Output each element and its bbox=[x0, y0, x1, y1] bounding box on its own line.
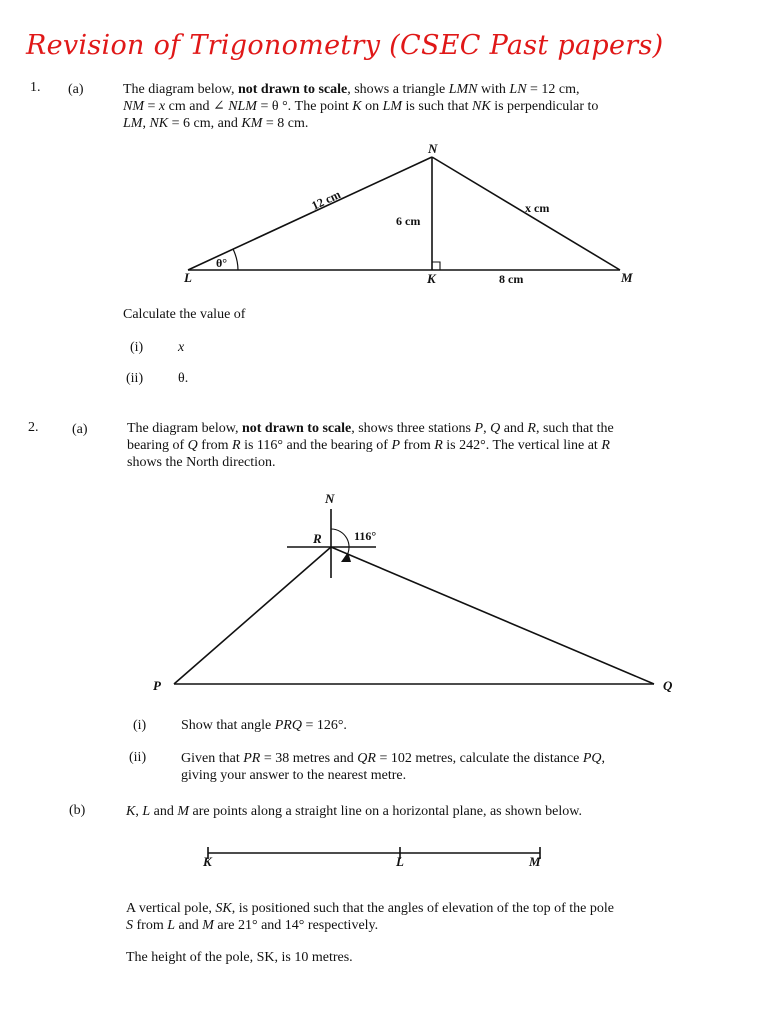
angle-theta-label: θ° bbox=[216, 256, 228, 270]
measure-km: 8 cm bbox=[499, 272, 524, 286]
station-q-label: Q bbox=[663, 678, 673, 693]
station-r-label: R bbox=[313, 531, 322, 546]
bearing-angle-label: 116° bbox=[354, 529, 377, 543]
vertex-m-label: M bbox=[621, 270, 633, 285]
question-2-part-a: (a) bbox=[72, 422, 88, 437]
vertex-k-label: K bbox=[427, 271, 436, 286]
question-1-intro: The diagram below, not drawn to scale, shows a triangle LMN with LN = 12 cm, NM = x cm and ∠ NLM = θ °. The point K on LM is such that NK is perpendicular to LM, NK = 6 cm, and KM = 8 cm. bbox=[123, 82, 599, 131]
measure-nm: x cm bbox=[525, 201, 550, 215]
question-1-part-a: (a) bbox=[68, 82, 84, 97]
q1-sub-i-number: (i) bbox=[130, 340, 144, 355]
question-2b-intro: K, L and M are points along a straight line on a horizontal plane, as shown below. bbox=[126, 804, 582, 819]
measure-ln: 12 cm bbox=[309, 187, 343, 213]
vertex-l-label: L bbox=[184, 270, 192, 285]
q2-sub-i-number: (i) bbox=[133, 718, 147, 733]
question-2-part-b: (b) bbox=[69, 803, 86, 818]
question-1-number: 1. bbox=[30, 80, 41, 95]
point-k-label: K bbox=[203, 854, 212, 869]
page-title: Revision of Trigonometry (CSEC Past papers) bbox=[26, 30, 664, 61]
measure-nk: 6 cm bbox=[396, 214, 421, 228]
q1-sub-ii-number: (ii) bbox=[126, 371, 144, 386]
pole-description: A vertical pole, SK, is positioned such that the angles of elevation of the top of the pole S from L and M are 21° and 14° respectively. bbox=[126, 901, 614, 933]
q2-sub-ii-number: (ii) bbox=[129, 750, 147, 765]
q2-sub-i-text: Show that angle PRQ = 126°. bbox=[181, 718, 347, 733]
question-2-number: 2. bbox=[28, 420, 39, 435]
vertex-n-label: N bbox=[428, 141, 438, 156]
q2-sub-ii-text: Given that PR = 38 metres and QR = 102 metres, calculate the distance PQ, giving your answer to the nearest metre. bbox=[181, 751, 606, 783]
point-m-label: M bbox=[529, 854, 541, 869]
station-p-label: P bbox=[153, 678, 161, 693]
point-l-label: L bbox=[396, 854, 404, 869]
station-n-label: N bbox=[325, 491, 335, 506]
question-2-intro: The diagram below, not drawn to scale, shows three stations P, Q and R, such that the bearing of Q from R is 116° and the bearing of P from R is 242°. The vertical line at R shows the North direction. bbox=[127, 421, 614, 470]
pole-height-text: The height of the pole, SK, is 10 metres. bbox=[126, 950, 353, 965]
q1-sub-i-text: x bbox=[178, 340, 185, 355]
q1-sub-ii-text: θ. bbox=[178, 371, 189, 386]
calc-prompt: Calculate the value of bbox=[123, 307, 246, 322]
